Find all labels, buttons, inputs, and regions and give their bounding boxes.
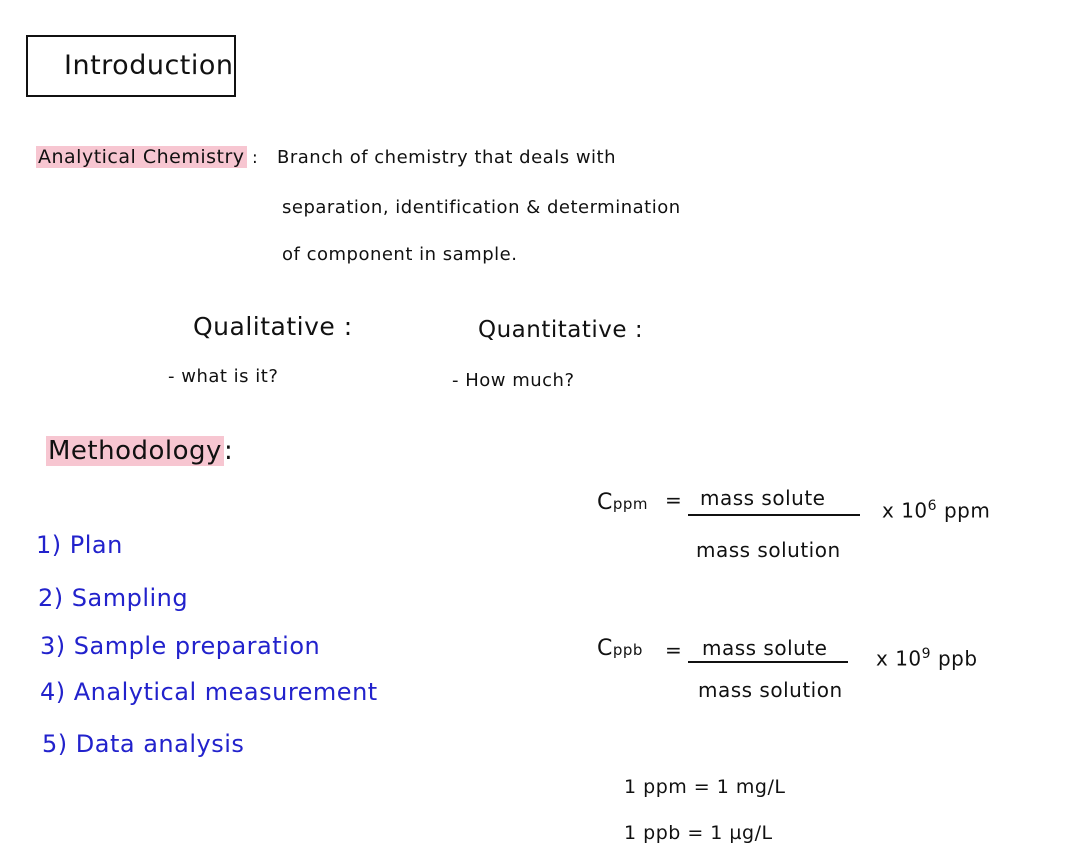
methodology-step: 4) Analytical measurement: [40, 678, 378, 706]
ppm-multiplier: [882, 498, 990, 523]
ppm-fraction-bar: [688, 514, 860, 516]
qualitative-question: - what is it?: [168, 366, 279, 387]
ppm-c: C: [597, 490, 613, 515]
methodology-label: Methodology: [48, 436, 222, 466]
ppm-unit: ppm: [943, 498, 991, 523]
ppb-denominator: mass solution: [698, 678, 843, 702]
conversion-ppb: 1 ppb = 1 µg/L: [624, 822, 773, 844]
definition-term: [36, 146, 247, 168]
conversion-ppm: 1 ppm = 1 mg/L: [624, 776, 786, 798]
ppb-c-subscript: ppb: [612, 641, 643, 659]
methodology-step: 5) Data analysis: [42, 730, 245, 758]
methodology-heading: [46, 436, 233, 466]
ppm-exponent: 6: [927, 498, 938, 514]
ppm-concentration-symbol: [597, 490, 648, 515]
ppb-unit: ppb: [937, 646, 978, 671]
ppm-numerator: mass solute: [700, 486, 826, 510]
definition-line-1: Branch of chemistry that deals with: [277, 147, 617, 168]
page-title: Introduction: [64, 50, 234, 81]
definition-line-2: separation, identification & determination: [282, 197, 681, 218]
definition-colon: :: [252, 148, 259, 168]
ppb-c: C: [597, 636, 613, 661]
methodology-step: 1) Plan: [36, 531, 123, 559]
ppb-exponent: 9: [921, 646, 932, 662]
ppm-equals: =: [665, 488, 683, 512]
ppb-multiplier: [876, 646, 978, 671]
ppb-numerator: mass solute: [702, 636, 828, 660]
qualitative-label: Qualitative :: [193, 312, 353, 341]
quantitative-question: - How much?: [452, 370, 575, 391]
methodology-colon: :: [223, 436, 234, 466]
definition-line-3: of component in sample.: [282, 244, 518, 265]
ppb-concentration-symbol: [597, 636, 643, 661]
methodology-step: 2) Sampling: [38, 584, 189, 612]
ppb-equals: =: [665, 638, 683, 662]
ppm-mult-base: x 10: [882, 498, 928, 523]
definition-term-highlight: Analytical Chemistry: [38, 146, 245, 168]
ppm-denominator: mass solution: [696, 538, 841, 562]
ppm-c-subscript: ppm: [612, 495, 649, 513]
methodology-step: 3) Sample preparation: [40, 632, 321, 660]
ppb-mult-base: x 10: [876, 646, 922, 671]
quantitative-label: Quantitative :: [478, 317, 644, 343]
ppb-fraction-bar: [688, 661, 848, 663]
